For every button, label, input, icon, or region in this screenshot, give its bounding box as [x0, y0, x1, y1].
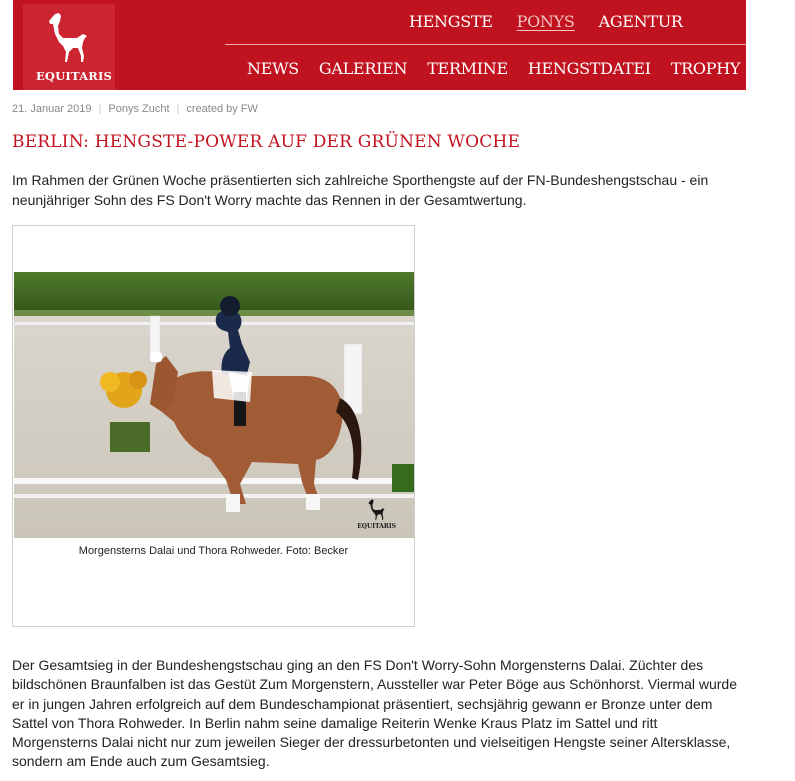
article-meta	[12, 103, 258, 115]
nav-trophy[interactable]: TROPHY	[670, 59, 741, 78]
nav-termine[interactable]: TERMINE	[427, 59, 508, 78]
nav-archiv[interactable]: ARC	[760, 59, 795, 78]
site-logo[interactable]	[13, 0, 225, 90]
image-caption: Morgensterns Dalai und Thora Rohweder. Foto: Becker	[78, 545, 349, 557]
main-navigation	[247, 59, 795, 78]
nav-news[interactable]: NEWS	[247, 59, 299, 78]
article-author: created by FW	[186, 103, 258, 115]
logo-text: EQUITARIS	[35, 69, 113, 83]
nav-ponys[interactable]: PONYS	[516, 12, 575, 31]
nav-galerien[interactable]: GALERIEN	[318, 59, 408, 78]
article-figure	[12, 225, 415, 627]
horse-logo-icon	[47, 12, 91, 64]
dressage-pony-image	[14, 272, 414, 538]
header-divider	[225, 44, 746, 45]
meta-separator: |	[176, 103, 180, 115]
article-photo[interactable]	[14, 272, 414, 538]
logo-mark[interactable]	[23, 4, 115, 90]
article-body: Der Gesamtsieg in der Bundeshengstschau ging an den FS Don't Worry-Sohn Morgensterns Dalai. Züchter des bildschönen Braunfalben ist das Gestüt Zum Morgenstern, Aussteller war Peter Böge aus Schönhorst. Viermal wurde er in jungen Jahren erfolgreich auf dem Bundeschampionat präsentiert, sechsjährig gewann er Bronze unter dem Sattel von Thora Rohweder. In Berlin nahm seine damalige Reiterin Wenke Kraus Platz im Sattel und ritt Morgensterns Dalai nicht nur zum jeweilen Sieger der dressurbetonten und vielseitigen Hengste seiner Altersklasse, sondern am Ende auch zum Gesamtsieg.	[12, 657, 738, 770]
watermark-text: EQUITARIS	[357, 523, 396, 530]
meta-separator: |	[98, 103, 102, 115]
nav-hengstdatei[interactable]: HENGSTDATEI	[527, 59, 651, 78]
site-header	[13, 0, 795, 90]
nav-agentur[interactable]: AGENTUR	[598, 12, 683, 31]
article-date: 21. Januar 2019	[12, 103, 92, 115]
article-category[interactable]: Ponys Zucht	[108, 103, 170, 115]
top-navigation	[409, 12, 683, 31]
nav-hengste[interactable]: HENGSTE	[409, 12, 493, 31]
watermark-horse-icon	[366, 499, 388, 521]
image-watermark	[357, 499, 396, 530]
article-intro: Im Rahmen der Grünen Woche präsentierten sich zahlreiche Sporthengste auf der FN-Bundeshengstschau - ein neunjähriger Sohn des FS Don't Worry machte das Rennen in der Gesamtwertung.	[12, 172, 709, 208]
article-title: BERLIN: HENGSTE-POWER AUF DER GRÜNEN WOCHE	[12, 132, 521, 152]
